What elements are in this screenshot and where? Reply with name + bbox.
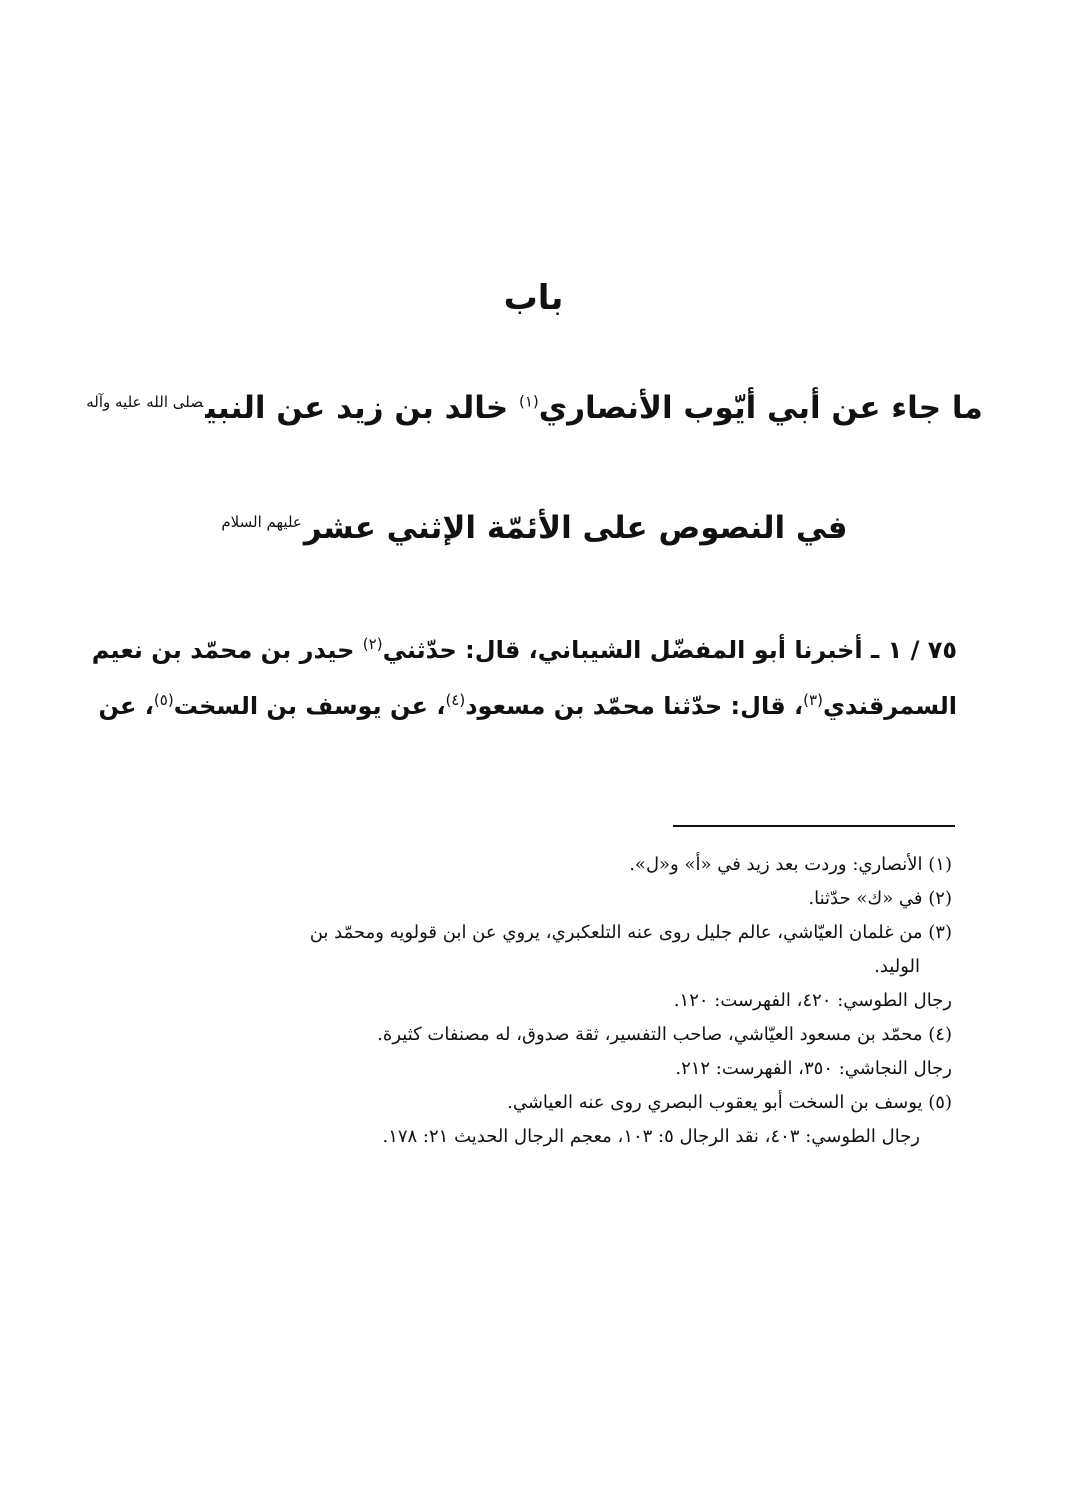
footnote-1: (١) الأنصاري: وردت بعد زيد في «أ» و«ل». [629, 854, 952, 875]
title-text: في النصوص على الأئمّة الإثني عشر [303, 510, 848, 546]
footnotes [110, 848, 952, 1154]
footnote-5: (٥) يوسف بن السخت أبو يعقوب البصري روى عنه العياشي. [507, 1092, 952, 1113]
footnote-5-source: رجال الطوسي: ٤٠٣، نقد الرجال ٥: ١٠٣، معجم الرجال الحديث ٢١: ١٧٨. [382, 1126, 920, 1147]
body-segment: ، عن [98, 692, 154, 720]
body-segment: ، قال: حدّثنا محمّد بن مسعود [465, 692, 804, 720]
footnote-ref-4: (٤) [445, 691, 466, 709]
footnote-4-source: رجال النجاشي: ٣٥٠، الفهرست: ٢١٢. [675, 1058, 952, 1079]
footnote-ref-2: (٢) [362, 635, 383, 653]
chapter-title-line-1 [60, 390, 1007, 426]
body-segment: ٧٥ / ١ ـ أخبرنا أبو المفضّل الشيباني، قال: حدّثني [382, 636, 957, 664]
title-text: ما جاء عن أبي أيّوب الأنصاري [538, 390, 983, 426]
chapter-label: باب [503, 278, 564, 318]
footnote-3: (٣) من غلمان العيّاشي، عالم جليل روى عنه التلعكبري، يروي عن ابن قولويه ومحمّد بن [309, 922, 952, 943]
footnote-ref-1: (١) [519, 392, 539, 411]
honorific-ligature: عليهم السلام [221, 512, 302, 531]
chapter-title-line-2 [60, 510, 1007, 546]
footnote-ref-3: (٣) [803, 691, 823, 709]
honorific-ligature: صلى الله عليه وآله [86, 392, 204, 411]
body-segment: ، عن يوسف بن السخت [173, 692, 446, 720]
hadith-text [91, 622, 957, 734]
footnote-ref-5: (٥) [153, 691, 174, 709]
footnote-3-source: رجال الطوسي: ٤٢٠، الفهرست: ١٢٠. [673, 990, 952, 1011]
title-text-rest: خالد بن زيد عن النبي [205, 390, 519, 426]
footnote-separator [673, 825, 955, 827]
footnote-2: (٢) في «ك» حدّثنا. [808, 888, 952, 909]
body-line-2 [98, 678, 957, 734]
body-segment: حيدر بن محمّد بن نعيم [91, 636, 363, 664]
body-line-1 [91, 622, 957, 678]
footnote-4: (٤) محمّد بن مسعود العيّاشي، صاحب التفسير، ثقة صدوق، له مصنفات كثيرة. [377, 1024, 952, 1045]
footnote-3-continuation: الوليد. [874, 956, 920, 977]
body-segment: السمرقندي [822, 692, 957, 720]
